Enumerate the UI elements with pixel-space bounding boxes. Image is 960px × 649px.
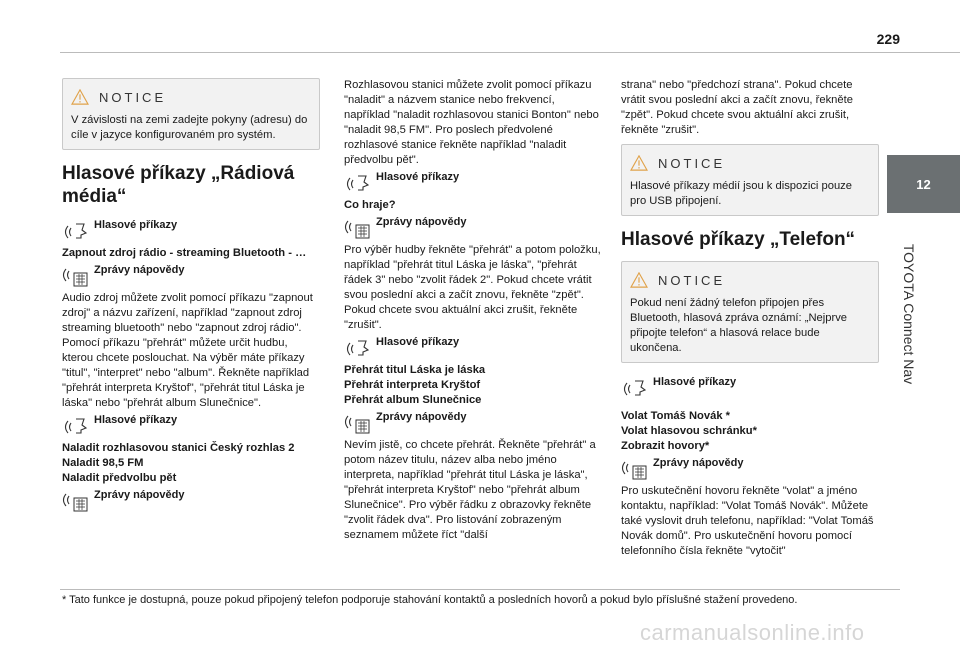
body-text: Rozhlasovou stanici můžete zvolit pomocí příkazu "naladit" a názvem stanice nebo frekvencí, například "naladit rozhlasovou stanici Bonton" nebo "naladit 98,5 FM". Pro poslech předvolené rozhlasové stanice řekněte například "naladit předvolbu pět". <box>344 79 599 166</box>
column-2 <box>344 78 602 543</box>
voice-command-label: Hlasové příkazy <box>376 171 460 183</box>
warning-icon <box>630 155 648 171</box>
notice-box <box>621 261 879 363</box>
notice-text: Pokud není žádný telefon připojen přes Bluetooth, hlasová zpráva oznámí: „Nejprve připojte telefon“ a hlasová relace bude ukončena. <box>630 297 848 354</box>
notice-box <box>62 78 320 150</box>
footnote: * Tato funkce je dostupná, pouze pokud připojený telefon podporuje stahování kontaktů a posledních hovorů a pokud bylo příslušné stažení provedeno. <box>62 594 798 606</box>
warning-icon <box>630 272 648 288</box>
voice-command-icon <box>62 413 90 439</box>
voice-command-text: Volat Tomáš Novák * <box>621 410 731 422</box>
voice-command-text: Přehrát titul Láska je láska <box>344 364 486 376</box>
voice-command-label: Hlasové příkazy <box>376 336 460 348</box>
voice-command-text: Volat hlasovou schránku* <box>621 425 757 437</box>
notice-text: V závislosti na zemi zadejte pokyny (adresu) do cíle v jazyce konfigurovaném pro systém. <box>71 114 308 141</box>
voice-command-text: Zapnout zdroj rádio - streaming Bluetooth - … <box>62 247 307 259</box>
warning-icon <box>71 89 89 105</box>
help-message-text: Nevím jistě, co chcete přehrát. Řekněte "přehrát" a potom název titulu, název alba nebo jméno interpreta, například "přehrát titul Láska je láska", "přehrát interpreta Kryštof" nebo "přehrát album Slunečnice". Pro výběr řádku z obrazovky řekněte "zvolit řádek dva". Pro listování zobrazeným seznamem můžete říct "další <box>344 439 596 541</box>
page-number: 229 <box>876 31 900 47</box>
help-message-label: Zprávy nápovědy <box>94 489 185 501</box>
voice-command-icon <box>344 335 372 361</box>
notice-title: NOTICE <box>658 272 726 288</box>
notice-title: NOTICE <box>99 89 167 105</box>
notice-text: Hlasové příkazy médií jsou k dispozici pouze pro USB připojení. <box>630 180 852 207</box>
help-message-icon <box>621 456 649 482</box>
help-message-label: Zprávy nápovědy <box>376 216 467 228</box>
section-heading: Hlasové příkazy „Telefon“ <box>621 229 856 250</box>
section-label-text: TOYOTA Connect Nav <box>901 243 918 385</box>
voice-command-text: Zobrazit hovory* <box>621 440 710 452</box>
voice-command-text: Přehrát interpreta Kryštof <box>344 379 481 391</box>
voice-command-icon <box>621 375 649 401</box>
help-message-icon <box>344 215 372 241</box>
help-message-text: Pro výběr hudby řekněte "přehrát" a potom položku, například "přehrát titul Láska je láska", "přehrát řádek 3" nebo "zvolit řádek 2". Pokud chcete vrátit svou poslední akci a začít znovu, řekněte "zpět". Pokud chcete svou aktuální akci zrušit, řekněte "zrušit". <box>344 244 601 331</box>
voice-command-icon <box>62 218 90 244</box>
voice-command-text: Naladit 98,5 FM <box>62 457 144 469</box>
section-tab: 12 <box>887 155 960 213</box>
voice-command-text: Naladit rozhlasovou stanici Český rozhlas 2 <box>62 442 295 454</box>
voice-command-label: Hlasové příkazy <box>653 376 737 388</box>
notice-title: NOTICE <box>658 155 726 171</box>
voice-command-text: Přehrát album Slunečnice <box>344 394 482 406</box>
watermark: carmanualsonline.info <box>640 620 865 645</box>
help-message-icon <box>62 263 90 289</box>
notice-box <box>621 144 879 216</box>
section-label <box>900 214 918 414</box>
help-message-label: Zprávy nápovědy <box>653 457 744 469</box>
help-message-label: Zprávy nápovědy <box>94 264 185 276</box>
column-1 <box>62 78 320 516</box>
help-message-icon <box>62 488 90 514</box>
voice-command-text: Co hraje? <box>344 199 396 211</box>
help-message-text: Pro uskutečnění hovoru řekněte "volat" a jméno kontaktu, například: "Volat Tomáš Novák". Můžete také vyslovit druh telefonu, například: "Volat Tomáš Novák domů". Pro uskutečnění hovoru pomocí telefonního čísla řekněte "vytočit" <box>621 485 874 557</box>
body-text: strana" nebo "předchozí strana". Pokud chcete vrátit svou poslední akci a začít znovu, řekněte "zpět". Pokud chcete svou aktuální akci zrušit, řekněte "zrušit". <box>621 79 853 136</box>
help-message-icon <box>344 410 372 436</box>
voice-command-icon <box>344 170 372 196</box>
voice-command-text: Naladit předvolbu pět <box>62 472 177 484</box>
voice-command-label: Hlasové příkazy <box>94 414 178 426</box>
top-divider <box>60 52 960 53</box>
voice-command-label: Hlasové příkazy <box>94 219 178 231</box>
help-message-label: Zprávy nápovědy <box>376 411 467 423</box>
help-message-text: Audio zdroj můžete zvolit pomocí příkazu "zapnout zdroj" a názvu zařízení, například "zapnout zdroj streaming bluetooth" nebo "zapnout zdroj rádio". Pomocí příkazu "přehrát" můžete určit hudbu, kterou chcete poslouchat. Na výběr máte příkazy "titul", "interpret" nebo "album". Řekněte například "přehrát interpreta Kryštof", "přehrát titul Láska je láska" nebo "přehrát album Slunečnice". <box>62 292 313 409</box>
footer-divider <box>60 589 900 590</box>
section-heading: Hlasové příkazy „Rádiová média“ <box>62 163 295 207</box>
column-3 <box>621 78 879 559</box>
